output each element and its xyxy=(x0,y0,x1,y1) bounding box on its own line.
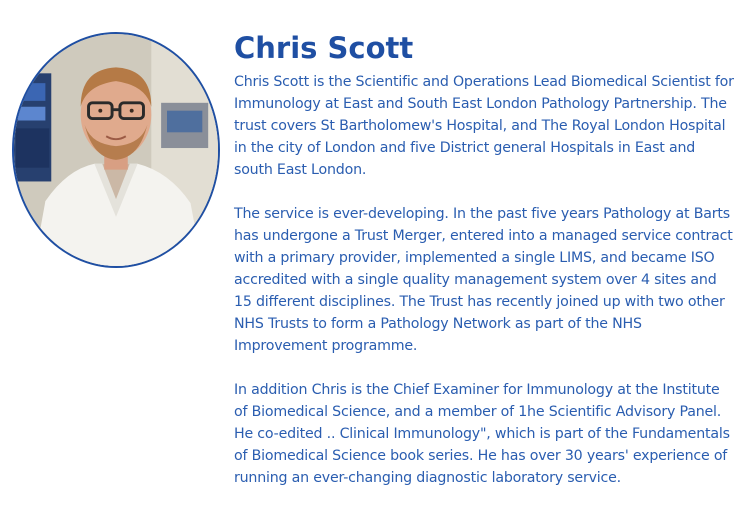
portrait-image xyxy=(14,34,218,266)
bio-paragraph-2: The service is ever-developing. In the past five years Pathology at Barts has undergone a Trust Merger, entered into a managed service contract with a primary provider, implemented a single LIMS, and became ISO accredited with a single quality management system over 4 sites and 15 different disciplines. The Trust has recently joined up with two other NHS Trusts to form a Pathology Network as part of the NHS Improvement programme. xyxy=(234,206,733,354)
bio-paragraph-1: Chris Scott is the Scientific and Operations Lead Biomedical Scientist for Immunology at East and South East London Pathology Partnership. The trust covers St Bartholomew's Hospital, and The Royal London Hospital in the city of London and five District general Hospitals in East and south East London. xyxy=(234,74,734,178)
profile-photo xyxy=(12,32,220,268)
bio-paragraph-3: In addition Chris is the Chief Examiner for Immunology at the Institute of Biomedical Science, and a member of 1he Scientific Advisory Panel. He co-edited .. Clinical Immunology", which is part of the Fundamentals of Biomedical Science book series. He has over 30 years' experience of running an ever-changing diagnostic laboratory service. xyxy=(234,382,730,486)
profile-bio xyxy=(234,71,734,489)
profile-name: Chris Scott xyxy=(234,31,414,65)
